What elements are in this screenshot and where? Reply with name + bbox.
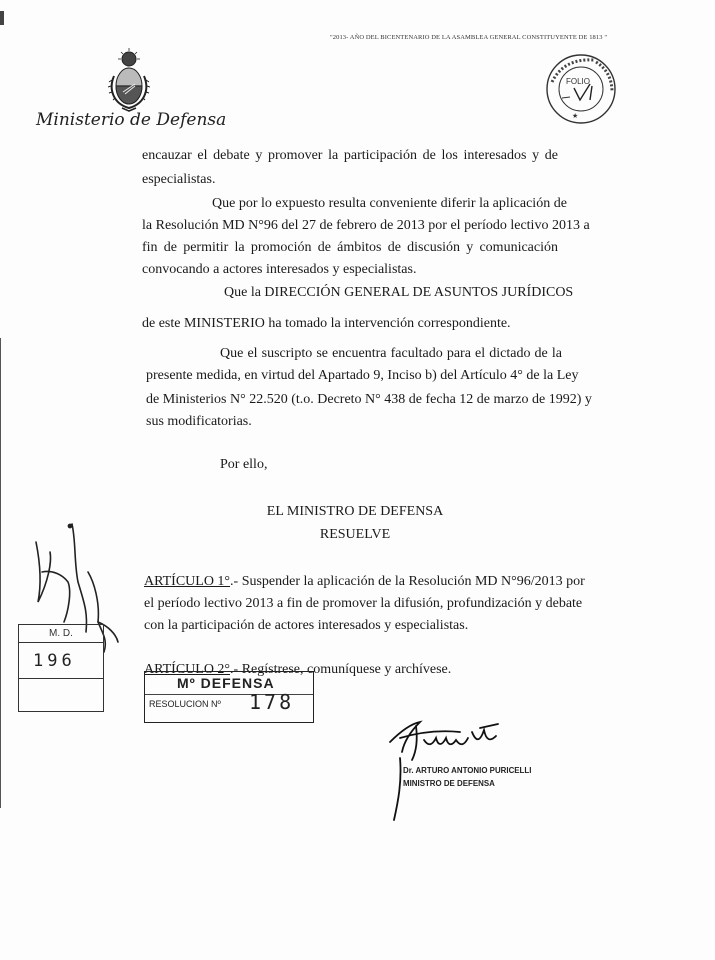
paragraph-line: encauzar el debate y promover la participación de los interesados y de <box>142 148 558 163</box>
resolution-stamp <box>144 671 314 723</box>
minister-title: EL MINISTRO DE DEFENSA <box>266 504 444 519</box>
resolution-number: 178 <box>249 690 295 714</box>
paragraph-line: Que el suscripto se encuentra facultado para el dictado de la <box>220 346 562 361</box>
closing-phrase: Por ello, <box>220 457 268 472</box>
coat-of-arms-icon <box>108 46 150 112</box>
paragraph-line: de este MINISTERIO ha tomado la intervención correspondiente. <box>142 316 511 331</box>
article-2-label: ARTÍCULO 2° <box>144 662 231 677</box>
paragraph-line: especialistas. <box>142 172 216 187</box>
paragraph-line: el período lectivo 2013 a fin de promover la difusión, profundización y debate <box>144 596 583 611</box>
svg-text:★: ★ <box>572 112 579 120</box>
paragraph-line: con la participación de actores interesados y especialistas. <box>144 618 469 633</box>
header-motto: "2013- AÑO DEL BICENTENARIO DE LA ASAMBLEA GENERAL CONSTITUYENTE DE 1813 " <box>330 34 608 41</box>
article-1-text: .- Suspender la aplicación de la Resolución MD N°96/2013 por <box>230 574 585 589</box>
resolution-stamp-label: RESOLUCION Nº <box>149 699 221 709</box>
minister-signature <box>380 702 530 822</box>
folio-label: FOLIO <box>566 77 591 86</box>
signatory-name: Dr. ARTURO ANTONIO PURICELLI <box>403 765 532 775</box>
article-1-line <box>144 570 585 594</box>
folio-stamp <box>544 52 618 126</box>
paragraph-line: Que la DIRECCIÓN GENERAL DE ASUNTOS JURÍDICOS <box>224 285 574 300</box>
paragraph-line: Que por lo expuesto resulta conveniente diferir la aplicación de <box>212 196 567 211</box>
signatory-title: MINISTRO DE DEFENSA <box>403 778 495 788</box>
article-2-text: .- Regístrese, comuníquese y archívese. <box>230 662 452 677</box>
paragraph-line: la Resolución MD N°96 del 27 de febrero de 2013 por el período lectivo 2013 a <box>142 218 590 233</box>
ministry-heading: Ministerio de Defensa <box>36 110 227 130</box>
resuelve-heading: RESUELVE <box>319 527 391 542</box>
article-1-label: ARTÍCULO 1° <box>144 574 231 589</box>
paragraph-line: sus modificatorias. <box>146 414 252 429</box>
scan-edge-line <box>0 338 1 808</box>
edge-mark <box>0 11 4 25</box>
paragraph-line: presente medida, en virtud del Apartado 9, Inciso b) del Artículo 4° de la Ley <box>146 368 579 383</box>
signatory-block <box>403 764 531 790</box>
paragraph-line: convocando a actores interesados y especialistas. <box>142 262 417 277</box>
md-stamp-header: M. D. <box>19 625 103 643</box>
paragraph-line: fin de permitir la promoción de ámbitos de discusión y comunicación <box>142 240 558 255</box>
md-stamp-number: 196 <box>19 643 103 679</box>
md-registry-stamp <box>18 624 104 712</box>
resolution-stamp-ministry: Mº DEFENSA <box>177 675 275 691</box>
paragraph-line: de Ministerios N° 22.520 (t.o. Decreto N° 438 de fecha 12 de marzo de 1992) y <box>146 392 592 407</box>
